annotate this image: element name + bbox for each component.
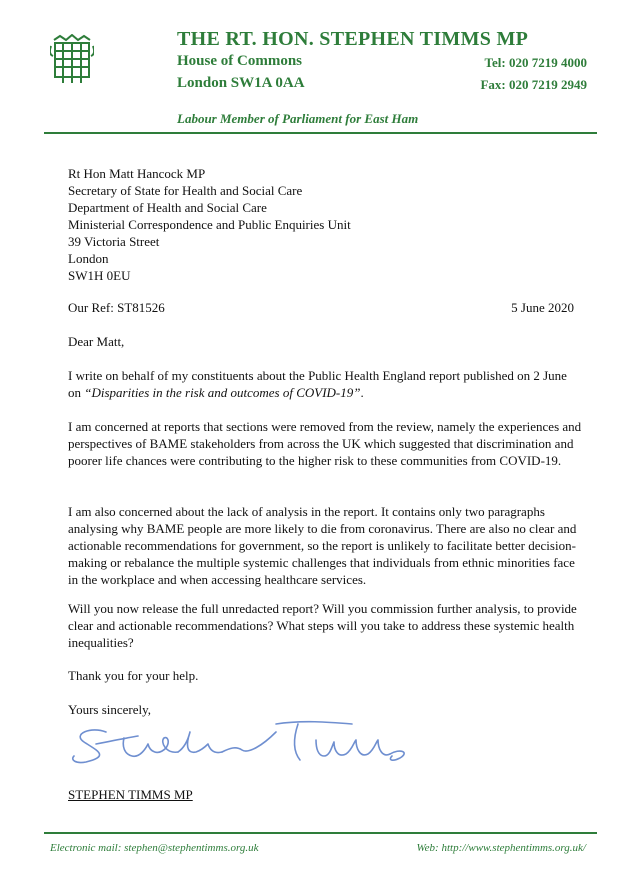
footer-web: Web: http://www.stephentimms.org.uk/ [416,842,586,854]
report-title: “Disparities in the risk and outcomes of COVID-19” [84,385,361,400]
footer-email: Electronic mail: stephen@stephentimms.org.uk [50,842,259,854]
recipient-line: Department of Health and Social Care [68,200,267,215]
paragraph-4: Will you now release the full unredacted report? Will you commission further analysis, to provide clear and actionable recommendations? What steps will you take to address these systemic health inequalities? [68,601,577,650]
salutation: Dear Matt, [68,334,125,349]
header-divider [44,132,597,134]
paragraph-1-text: I write on behalf of my constituents about the Public Health England report published on 2 June on [68,368,567,400]
recipient-line: Ministerial Correspondence and Public Enquiries Unit [68,217,351,232]
paragraph-1-end: . [360,385,364,400]
address-line-1: House of Commons [177,53,303,69]
thanks-line: Thank you for your help. [68,668,199,683]
footer-divider [44,832,597,834]
recipient-address [68,165,578,284]
mp-name: THE RT. HON. STEPHEN TIMMS MP [177,28,529,50]
fax: Fax: 020 7219 2949 [480,77,587,92]
closing: Yours sincerely, [68,702,152,717]
paragraph-1 [68,367,583,401]
recipient-line: London [68,251,109,266]
paragraph-2: I am concerned at reports that sections were removed from the review, namely the experiences and perspectives of BAME stakeholders from across the UK which suggested that discrimination and poorer life chances were contributing to the higher risk to these communities from COVID-19. [68,419,582,468]
signer-name: STEPHEN TIMMS MP [68,787,193,802]
reference: Our Ref: ST81526 [68,300,165,315]
telephone: Tel: 020 7219 4000 [484,55,587,70]
recipient-line: 39 Victoria Street [68,234,160,249]
paragraph-3: I am also concerned about the lack of analysis in the report. It contains only two paragraphs analysing why BAME people are more likely to die from coronavirus. There are also no clear and actionable recommendations for government, so the report is unlikely to facilitate better decision-making or rebalance the multiple systemic challenges that individuals from ethnic minorities face in the workplace and when accessing healthcare services. [68,504,577,587]
handwritten-signature [66,712,416,772]
recipient-line: Secretary of State for Health and Social Care [68,183,303,198]
recipient-line: Rt Hon Matt Hancock MP [68,166,206,181]
party-line: Labour Member of Parliament for East Ham [177,111,419,126]
letter-date: 5 June 2020 [511,300,574,315]
portcullis-logo [50,34,94,86]
address-line-2: London SW1A 0AA [177,75,305,91]
recipient-line: SW1H 0EU [68,268,131,283]
